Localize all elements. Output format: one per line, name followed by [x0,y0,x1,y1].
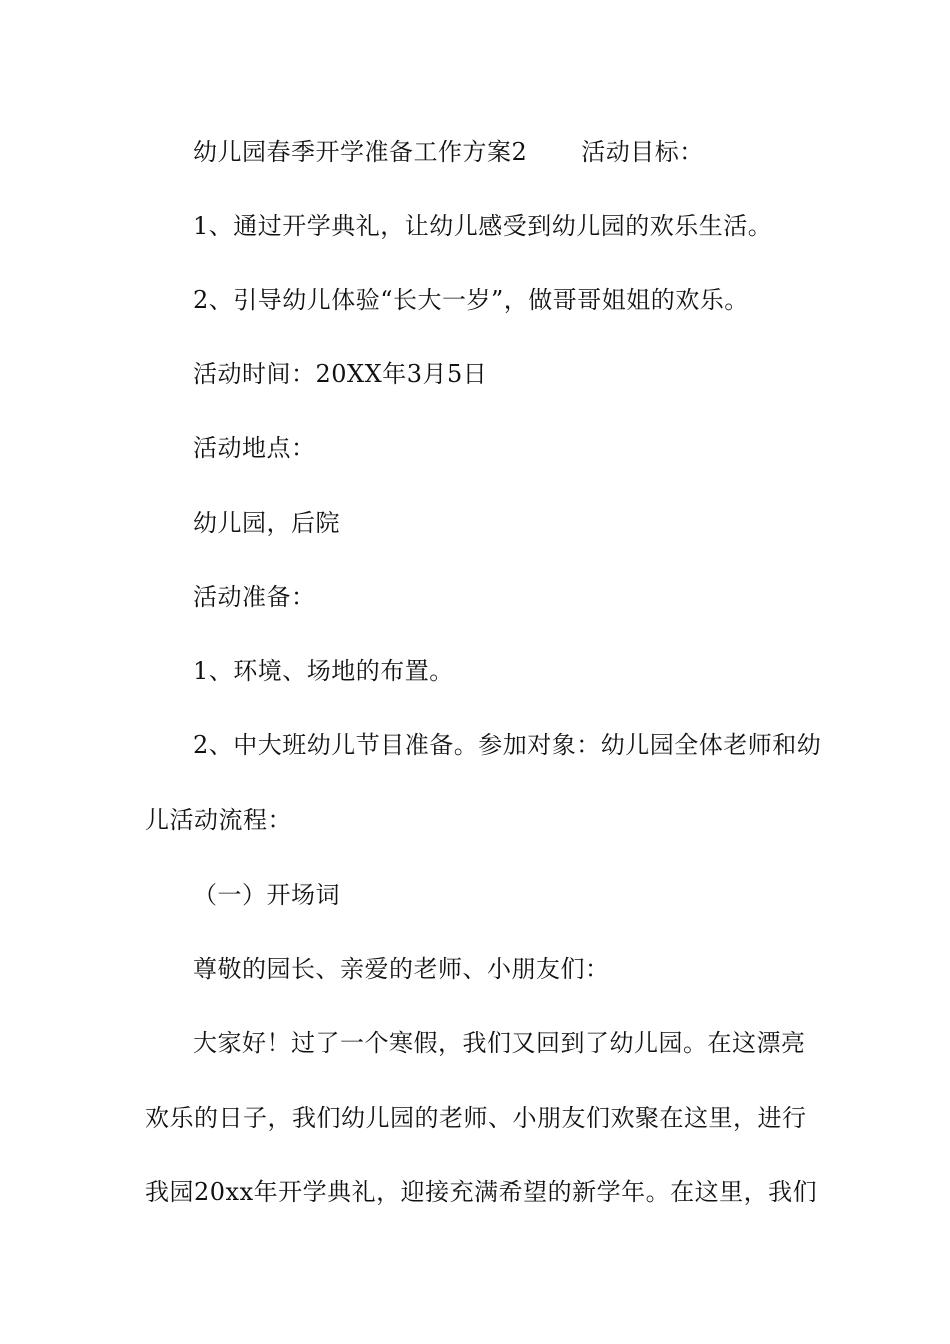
paragraph-line: 2、中大班幼儿节目准备。参加对象：幼儿园全体老师和幼 [193,731,822,759]
paragraph-line: 大家好！过了一个寒假，我们又回到了幼儿园。在这漂亮 [193,1029,806,1057]
paragraph-line: 幼儿园，后院 [193,509,340,537]
goal-heading: 活动目标： [581,138,704,166]
paragraph-line: 2、引导幼儿体验“长大一岁”，做哥哥姐姐的欢乐。 [193,286,749,314]
paragraph-line: 儿活动流程： [145,806,292,834]
paragraph-line: 1、环境、场地的布置。 [193,657,454,685]
paragraph-line: 欢乐的日子，我们幼儿园的老师、小朋友们欢聚在这里，进行 [145,1104,807,1132]
paragraph-line: 1、通过开学典礼，让幼儿感受到幼儿园的欢乐生活。 [193,212,773,240]
paragraph-line: 尊敬的园长、亲爱的老师、小朋友们： [193,955,610,983]
paragraph-line: 我园20xx年开学典礼，迎接充满希望的新学年。在这里，我们 [145,1178,818,1206]
paragraph-line: 活动准备： [193,583,316,611]
paragraph-line: 活动地点： [193,434,316,462]
section-heading: （一）开场词 [193,881,340,909]
document-title: 幼儿园春季开学准备工作方案2 [193,138,528,166]
paragraph-line: 活动时间：20XX年3月5日 [193,360,488,388]
document-title-line [193,136,825,168]
